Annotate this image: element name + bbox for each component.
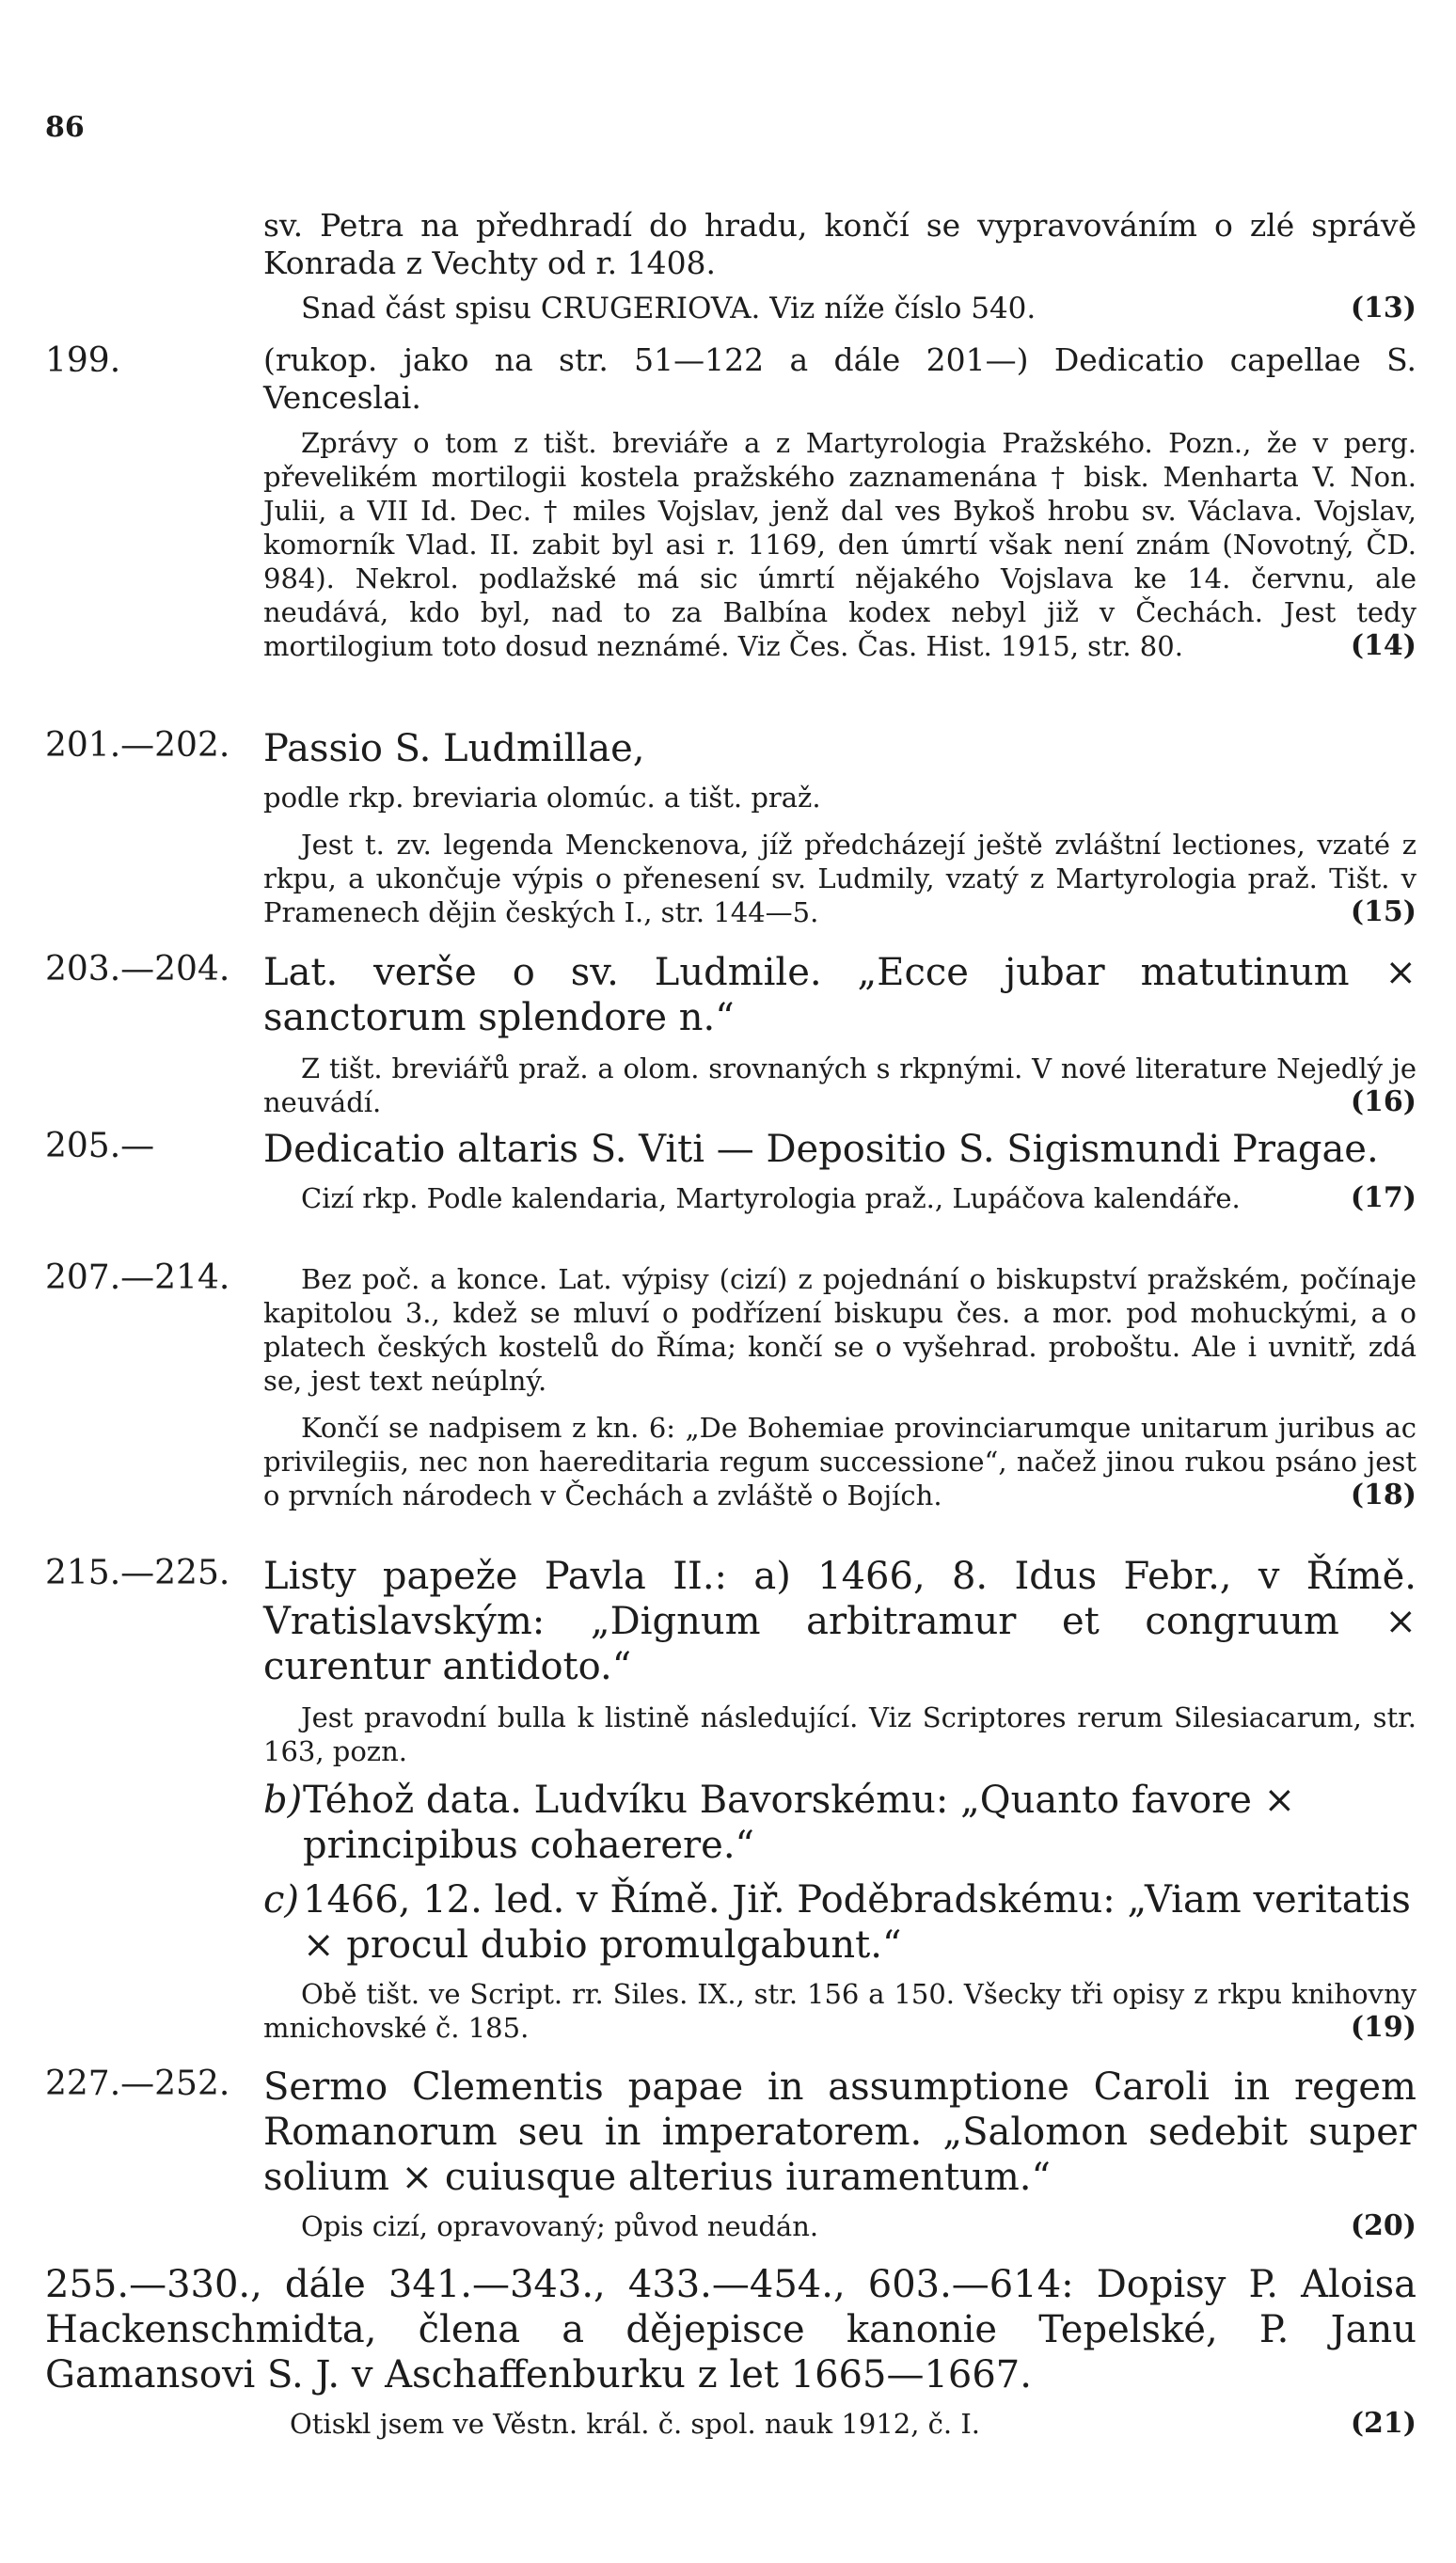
- entry-body: [263, 1258, 1416, 1512]
- entry-body: [45, 2262, 1416, 2441]
- entry-body: [263, 207, 1416, 327]
- entry-note: Jest pravodní bulla k listině následující. Viz Scriptores rerum Silesiacarum, str. 163, pozn.: [263, 1701, 1416, 1767]
- reference-number: (19): [1350, 2011, 1416, 2044]
- entry-title: Passio S. Ludmillae,: [263, 727, 645, 770]
- entry-number: 227.—252.: [45, 2065, 230, 2103]
- subentry-text: Téhož data. Ludvíku Bavorskému: „Quanto favore × principibus cohaerere.“: [303, 1779, 1296, 1867]
- entry-body: [263, 2065, 1416, 2243]
- entry-number: 201.—202.: [45, 726, 230, 765]
- entry-body: [263, 950, 1416, 1119]
- note-text: Z tišt. breviářů praž. a olom. srovnaných s rkpnými. V nové literature Nejedlý je neuvádí.: [263, 1052, 1416, 1118]
- subentry-c: [263, 1877, 1416, 1968]
- entry-note: [263, 426, 1416, 663]
- subentry-label: c): [263, 1878, 300, 1922]
- entry-note: Bez poč. a konce. Lat. výpisy (cizí) z pojednání o biskupství pražském, počínaje kapitolou 3., kdež se mluví o podřízení biskupu čes. a mor. pod mohuckými, a o platech českých kostelů do Říma; končí se o vyšehrad. proboštu. Ale i uvnitř, zdá se, jest text neúplný.: [263, 1263, 1416, 1397]
- note-text: Jest t. zv. legenda Menckenova, jíž předcházejí ještě zvláštní lectiones, vzaté z rkpu, a ukončuje výpis o přenesení sv. Ludmily, vzatý z Martyrologia praž. Tišt. v Pramenech dějin českých I., str. 144—5.: [263, 829, 1416, 928]
- reference-number: (13): [1350, 292, 1416, 324]
- entry-note: [263, 1052, 1416, 1119]
- subentry-b: [263, 1778, 1416, 1868]
- entry-title: [45, 2262, 1416, 2397]
- reference-number: (20): [1350, 2209, 1416, 2242]
- entry-body: [263, 341, 1416, 663]
- entry-title: Lat. verše o sv. Ludmile. „Ecce jubar matutinum × sanctorum splendore n.“: [263, 951, 1416, 1039]
- entry-note: [263, 290, 1416, 327]
- note-text: Opis cizí, opravovaný; původ neudán.: [301, 2210, 819, 2242]
- entry-number: 203.—204.: [45, 950, 230, 989]
- entry-note: [45, 2407, 1416, 2441]
- note-text: Obě tišt. ve Script. rr. Siles. IX., str. 156 a 150. Všecky tři opisy z rkpu knihovny mnichovské č. 185.: [263, 1978, 1416, 2044]
- entry-title: (rukop. jako na str. 51—122 a dále 201—) Dedicatio capellae S. Venceslai.: [263, 341, 1416, 416]
- subentry-text: 1466, 12. led. v Římě. Jiř. Poděbradskému: „Viam veritatis × procul dubio promulgabunt.“: [303, 1878, 1411, 1967]
- entry-title: Dedicatio altaris S. Viti — Depositio S. Sigismundi Pragae.: [263, 1128, 1379, 1171]
- reference-number: (14): [1350, 629, 1416, 662]
- note-text: Snad část spisu CRUGERIOVA. Viz níže číslo 540.: [301, 292, 1037, 325]
- entry-number: 255.—330.,: [45, 2263, 262, 2306]
- entry-title: Sermo Clementis papae in assumptione Caroli in regem Romanorum seu in imperatorem. „Salomon sedebit super solium × cuiusque alterius iuramentum.“: [263, 2065, 1416, 2199]
- note-text: Cizí rkp. Podle kalendaria, Martyrologia praž., Lupáčova kalendáře.: [301, 1182, 1241, 1214]
- entry-note: [263, 2209, 1416, 2243]
- subentry-label: b): [263, 1779, 303, 1822]
- note-text: Končí se nadpisem z kn. 6: „De Bohemiae provinciarumque unitarum juribus ac privilegiis, nec non haereditaria regum successione“, načež jinou rukou psáno jest o prvních národech v Čechách a zvláště o Bojích.: [263, 1412, 1416, 1511]
- reference-number: (21): [1350, 2407, 1416, 2440]
- entry-number: 215.—225.: [45, 1554, 230, 1592]
- entry-number: 205.—: [45, 1127, 155, 1165]
- page-number: 86: [45, 111, 85, 144]
- entry-note: [263, 1977, 1416, 2045]
- entry-number: 199.: [45, 341, 121, 380]
- entry-body: [263, 726, 1416, 929]
- reference-number: (16): [1350, 1085, 1416, 1118]
- entry-note: [263, 1181, 1416, 1215]
- entry-body: [263, 1554, 1416, 2045]
- note-text: Zprávy o tom z tišt. breviáře a z Martyrologia Pražského. Pozn., že v perg. převelikém mortilogii kostela pražského zaznamenána † bisk. Menharta V. Non. Julii, a VII Id. Dec. † miles Vojslav, jenž dal ves Bykoš hrobu sv. Václava. Vojslav, komorník Vlad. II. zabit byl asi r. 1169, den úmrtí však není znám (Novotný, ČD. 984). Nekrol. podlažské má sic úmrtí nějakého Vojslava ke 14. červnu, ale neudává, kdo byl, nad to za Balbína kodex nebyl již v Čechách. Jest tedy mortilogium toto dosud neznámé. Viz Čes. Čas. Hist. 1915, str. 80.: [263, 427, 1416, 662]
- note-text: Otiskl jsem ve Věstn. král. č. spol. nauk 1912, č. I.: [290, 2408, 981, 2440]
- entry-title-text: dále 341.—343., 433.—454., 603.—614: Dopisy P. Aloisa Hackenschmidta, člena a dějepisce kanonie Tepelské, P. Janu Gamansovi S. J. v Aschaffenburku z let 1665—1667.: [45, 2263, 1416, 2397]
- entry-body: [263, 1127, 1416, 1215]
- entry-number: 207.—214.: [45, 1258, 230, 1297]
- entry-note: [263, 828, 1416, 929]
- entry-note: podle rkp. breviaria olomúc. a tišt. praž.: [263, 782, 821, 814]
- reference-number: (17): [1350, 1181, 1416, 1214]
- reference-number: (15): [1350, 895, 1416, 928]
- reference-number: (18): [1350, 1479, 1416, 1511]
- entry-title: Listy papeže Pavla II.: a) 1466, 8. Idus Febr., v Římě. Vratislavským: „Dignum arbitramur et congruum × curentur antidoto.“: [263, 1555, 1416, 1688]
- entry-text: sv. Petra na předhradí do hradu, končí se vypravováním o zlé správě Konrada z Vechty od r. 1408.: [263, 207, 1416, 281]
- entry-note: [263, 1411, 1416, 1512]
